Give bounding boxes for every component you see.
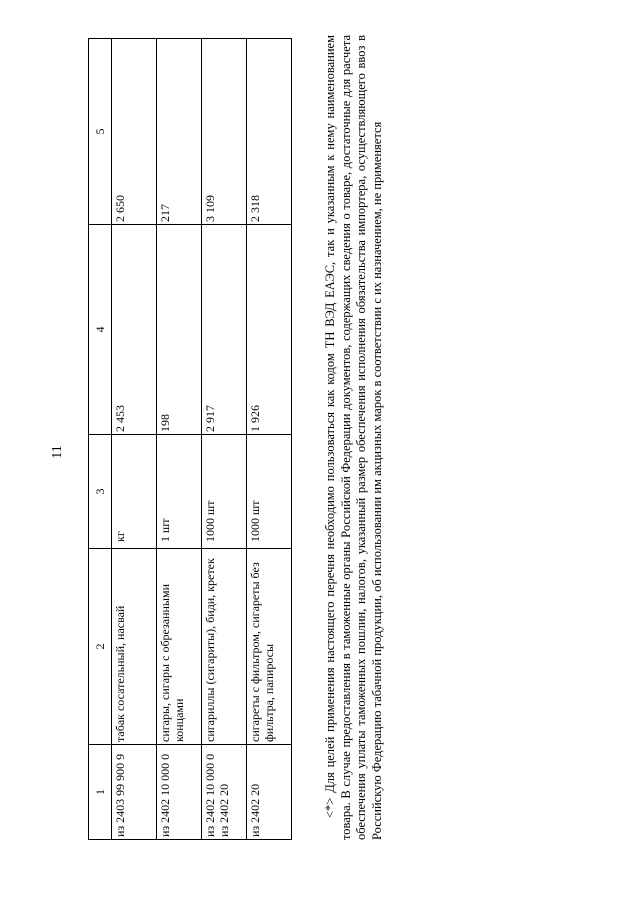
cell-name: сигариллы (сигариты), биди, кретек <box>202 549 247 745</box>
cell-unit: 1000 шт <box>202 435 247 549</box>
header-col-1: 1 <box>89 745 112 840</box>
table-header-row <box>89 39 112 840</box>
tariff-table <box>88 38 292 840</box>
cell-col4: 1 926 <box>247 225 292 435</box>
cell-col4: 2 917 <box>202 225 247 435</box>
header-col-4: 4 <box>89 225 112 435</box>
footnote <box>323 35 385 840</box>
table-row <box>157 39 202 840</box>
cell-name: сигары, сигары с обрезанными концами <box>157 549 202 745</box>
table-row <box>202 39 247 840</box>
cell-code: из 2402 10 000 0 из 2402 20 <box>202 745 247 840</box>
cell-col5: 3 109 <box>202 39 247 225</box>
cell-col5: 2 318 <box>247 39 292 225</box>
header-col-3: 3 <box>89 435 112 549</box>
table-row <box>112 39 157 840</box>
cell-col5: 2 650 <box>112 39 157 225</box>
page-number: 11 <box>50 445 65 459</box>
cell-col4: 2 453 <box>112 225 157 435</box>
cell-col5: 217 <box>157 39 202 225</box>
header-col-2: 2 <box>89 549 112 745</box>
cell-name: сигареты с фильтром, сигареты без фильтра, папиросы <box>247 549 292 745</box>
cell-col4: 198 <box>157 225 202 435</box>
header-col-5: 5 <box>89 39 112 225</box>
cell-code: из 2402 10 000 0 <box>157 745 202 840</box>
cell-code: из 2403 99 900 9 <box>112 745 157 840</box>
cell-code: из 2402 20 <box>247 745 292 840</box>
cell-unit: 1 шт <box>157 435 202 549</box>
cell-unit: кг <box>112 435 157 549</box>
table-row <box>247 39 292 840</box>
cell-name: табак сосательный, насвай <box>112 549 157 745</box>
footnote-text: <*> Для целей применения настоящего перечня необходимо пользоваться как кодом ТН ВЭД ЕАЭС, так и указанным к нему наименованием товара. В случае предоставления в таможенные органы Российской Федерации документов, содержащих сведения о товаре, достаточные для расчета обеспечения уплаты таможенных пошлин, налогов, указанный размер обеспечения исполнения обязательства импортера, осуществляющего ввоз в Российскую Федерацию табачной продукции, об использовании им акцизных марок в соответствии с их назначением, не применяется <box>323 35 384 840</box>
cell-unit: 1000 шт <box>247 435 292 549</box>
